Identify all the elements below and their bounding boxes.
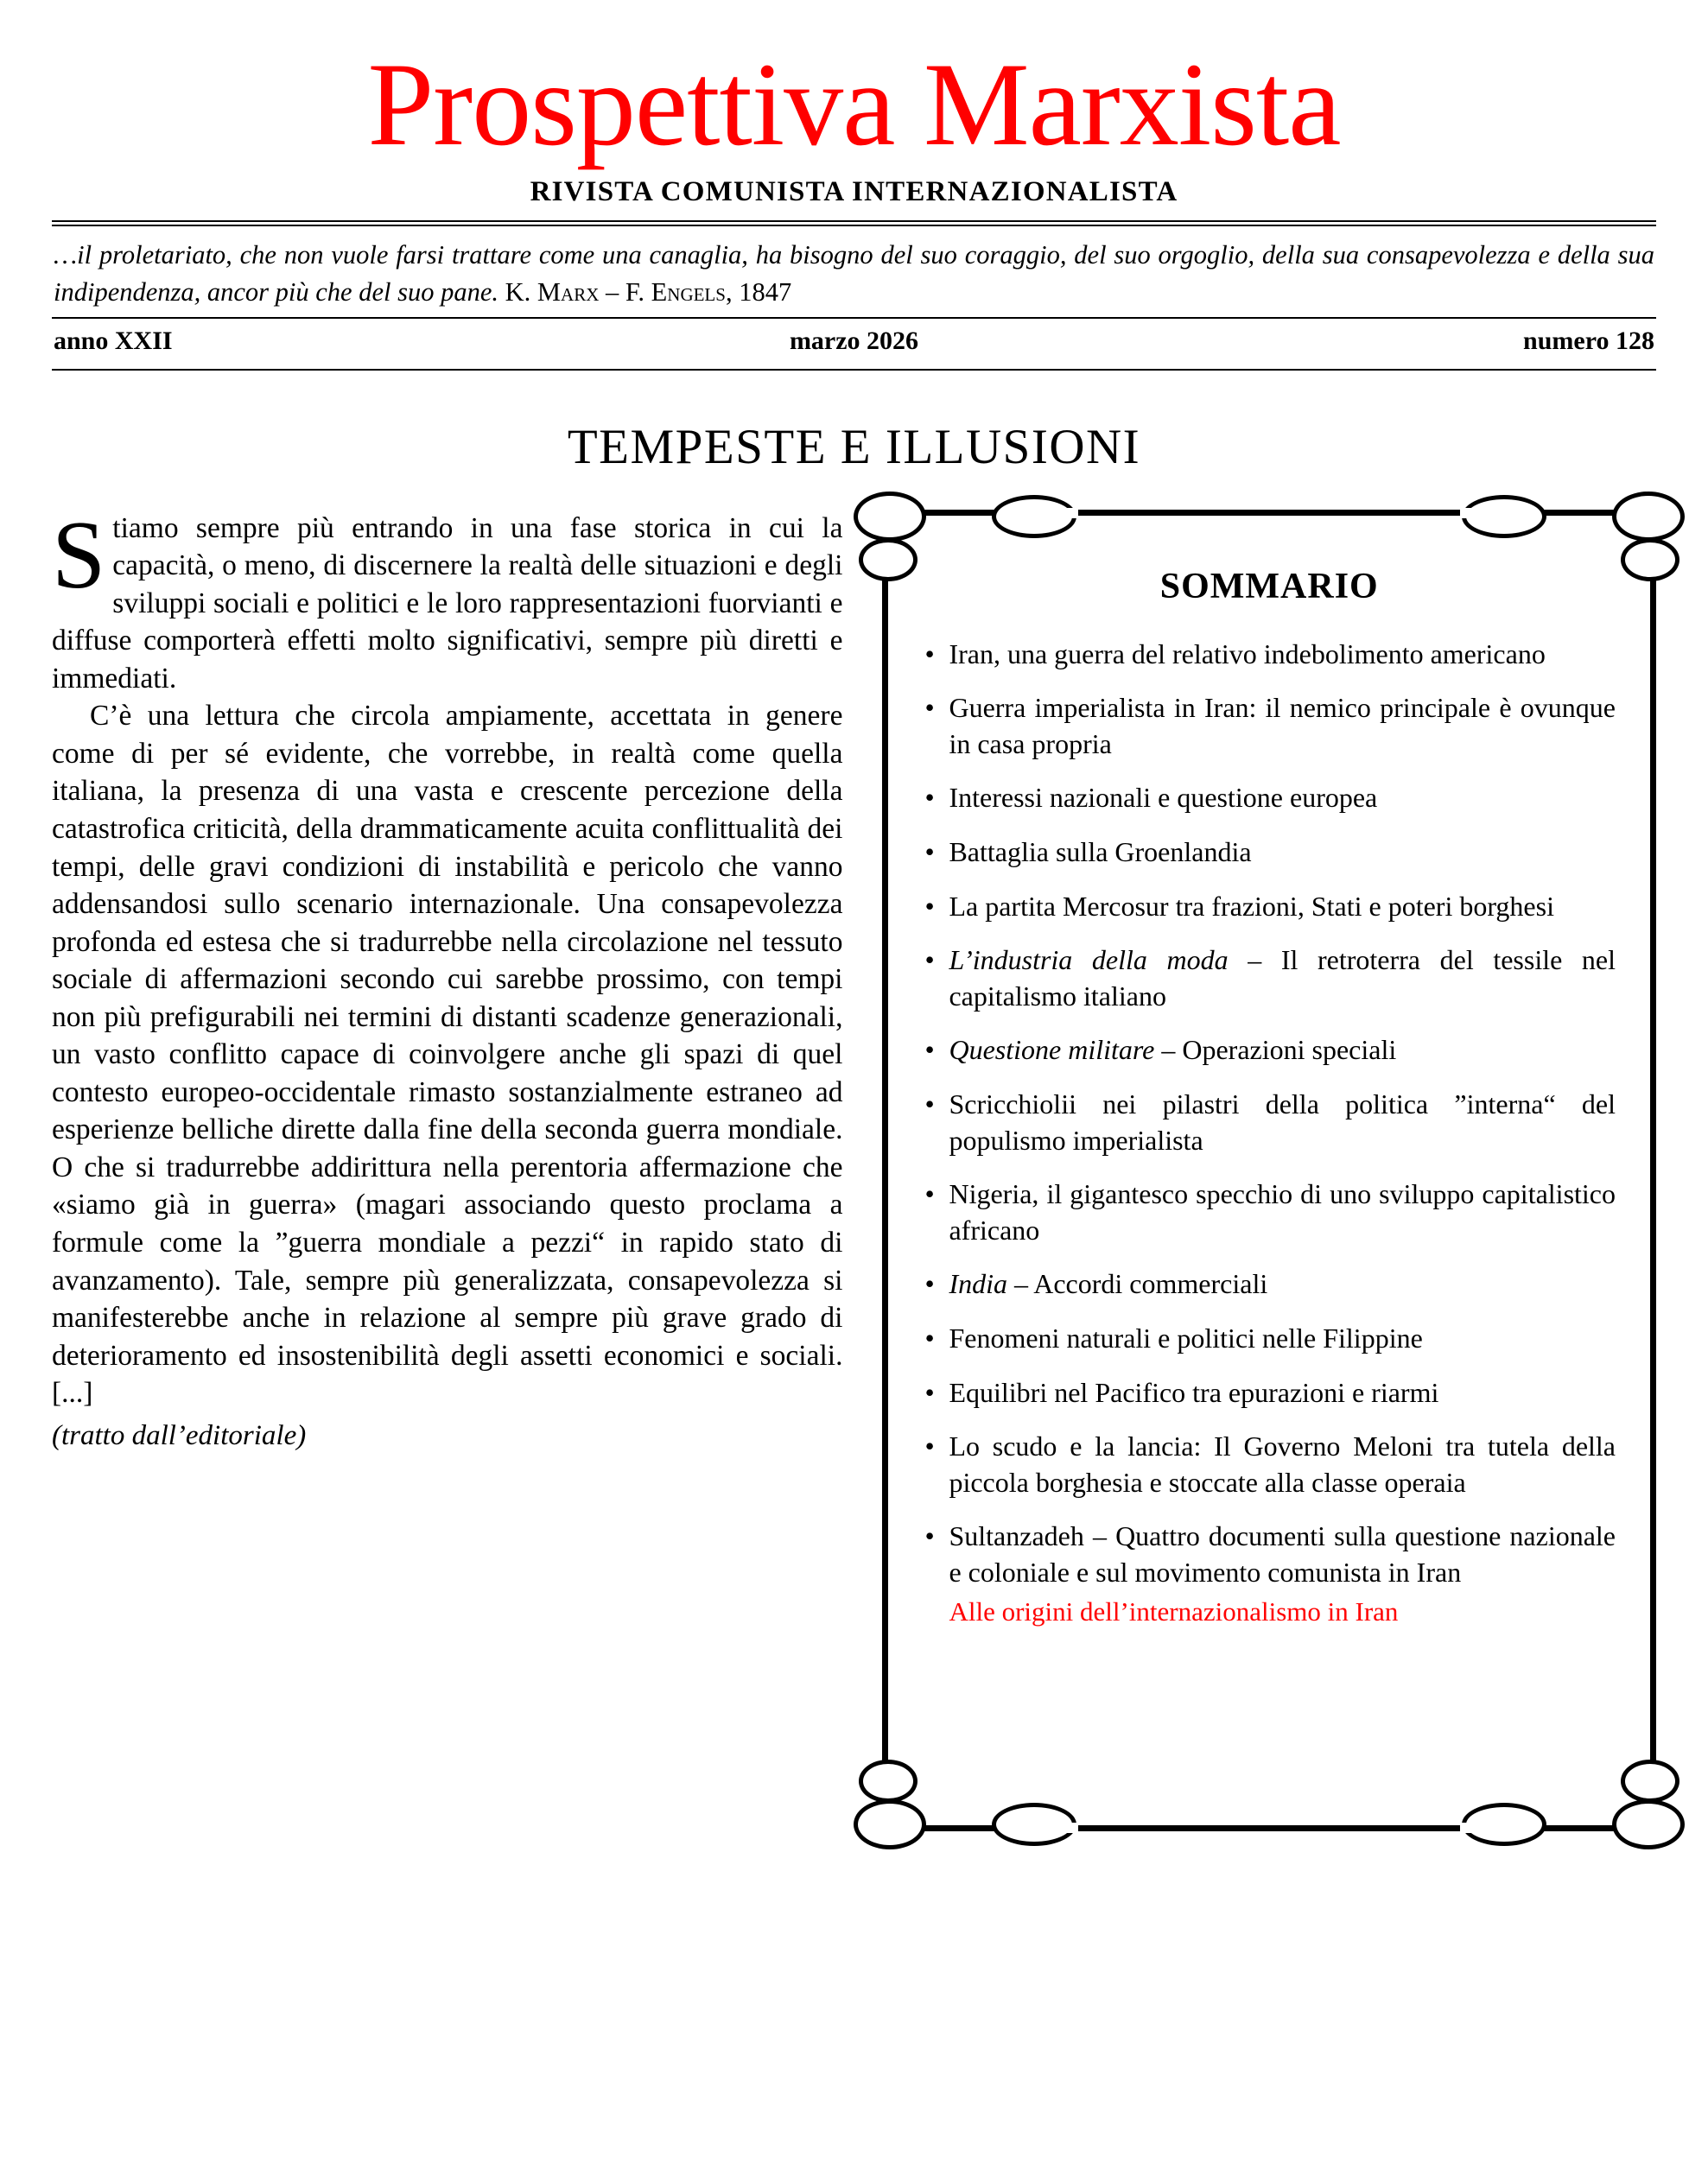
masthead [52, 38, 1656, 208]
sommario-item-label: Scricchiolii nei pilastri della politica ”interna“ del populismo imperialista [949, 1088, 1616, 1156]
ornament-icon [854, 1799, 926, 1849]
bullet-icon: • [924, 1178, 935, 1210]
sommario-title: SOMMARIO [1159, 566, 1379, 606]
content-columns [52, 501, 1656, 1831]
article-title: TEMPESTE E ILLUSIONI [567, 419, 1141, 474]
sommario-item-label: Iran, una guerra del relativo indebolimento americano [949, 637, 1546, 669]
sommario-item-italic-label: Questione militare [949, 1034, 1155, 1066]
sommario-column [882, 510, 1656, 1831]
sommario-item-label: – Accordi commerciali [1007, 1268, 1268, 1300]
sommario-item[interactable] [923, 942, 1616, 1014]
sommario-item-label: Fenomeni naturali e politici nelle Filippine [949, 1322, 1423, 1354]
bullet-icon: • [924, 1322, 935, 1354]
sommario-item[interactable] [923, 1032, 1616, 1069]
sommario-item-label: La partita Mercosur tra frazioni, Stati e poteri borghesi [949, 890, 1554, 922]
bullet-icon: • [924, 637, 935, 669]
bullet-icon: • [924, 1268, 935, 1300]
sommario-item-label: Lo scudo e la lancia: Il Governo Meloni tra tutela della piccola borghesia e stoccate alla classe operaia [949, 1430, 1616, 1498]
sommario-item[interactable] [923, 834, 1616, 871]
sommario-item[interactable] [923, 889, 1616, 925]
sommario-item[interactable] [923, 780, 1616, 816]
bullet-icon: • [924, 944, 935, 976]
sommario-item[interactable] [923, 637, 1616, 673]
bullet-icon: • [924, 1088, 935, 1120]
bullet-icon: • [924, 1520, 935, 1552]
sommario-list [923, 637, 1616, 1591]
sommario-item[interactable] [923, 690, 1616, 762]
bullet-icon: • [924, 890, 935, 922]
sommario-box [882, 510, 1656, 1831]
ornament-icon [1612, 492, 1685, 542]
issue-number: numero 128 [1523, 326, 1654, 355]
editorial-paragraph-1 [52, 501, 843, 698]
sommario-item[interactable] [923, 1375, 1616, 1411]
issue-line [52, 319, 1656, 364]
epigraph [52, 237, 1656, 312]
frame-gap [1026, 508, 1078, 518]
sommario-item-label: Nigeria, il gigantesco specchio di uno sviluppo capitalistico africano [949, 1178, 1616, 1246]
sommario-item[interactable] [923, 1321, 1616, 1357]
sommario-item-label: Guerra imperialista in Iran: il nemico principale è ovunque in casa propria [949, 692, 1616, 759]
bullet-icon: • [924, 835, 935, 867]
sommario-item-italic-label: India [949, 1268, 1007, 1300]
editorial-source-note: (tratto dall’editoriale) [52, 1419, 307, 1451]
sommario-item[interactable] [923, 1429, 1616, 1500]
editorial-paragraph-2: C’è una lettura che circola ampiamente, accettata in genere come di per sé evidente, che vorrebbe, in realtà come quella italiana, la presenza di una vasta e crescente percezione della catastrofica criticità, della drammaticamente acuita conflittualità dei tempi, delle gravi condizioni di instabilità e pericolo che vanno addensandosi sullo scenario internazionale. Una consapevolezza profonda ed estesa che si tradurrebbe nella circolazione nel tessuto sociale di affermazioni secondo cui sarebbe prossimo, con tempi non più prefigurabili nei termini di distanti scadenze generazionali, un vasto conflitto capace di coinvolgere anche gli spazi di quel contesto europeo-occidentale rimasto sostanzialmente estraneo ad esperienze belliche dirette dalla fine della seconda guerra mondiale. O che si tradurrebbe addirittura nella perentoria affermazione che «siamo già in guerra» (magari associando questo proclama a formule come la ”guerra mondiale a pezzi“ in rapido stato di avanzamento). Tale, sempre più generalizzata, consapevolezza si manifesterebbe anche in relazione al sempre più grave grado di deterioramento ed insostenibilità degli assetti economici e sociali. [...] [52, 700, 843, 1410]
publication-title: Prospettiva Marxista [367, 38, 1341, 170]
issue-date: marzo 2026 [789, 326, 919, 355]
ornament-icon [1621, 538, 1679, 581]
divider-top [52, 220, 1656, 226]
bullet-icon: • [924, 782, 935, 814]
frame-gap [1026, 1823, 1078, 1833]
sommario-item-label: Interessi nazionali e questione europea [949, 782, 1378, 814]
sommario-item-label: – Operazioni speciali [1154, 1034, 1397, 1066]
sommario-item[interactable] [923, 1177, 1616, 1248]
ornament-icon [859, 538, 917, 581]
sommario-item-label: Battaglia sulla Groenlandia [949, 835, 1252, 867]
frame-gap [1460, 508, 1512, 518]
publication-subtitle: RIVISTA COMUNISTA INTERNAZIONALISTA [530, 176, 1178, 207]
ornament-icon [854, 492, 926, 542]
sommario-item-label: Equilibri nel Pacifico tra epurazioni e riarmi [949, 1376, 1439, 1408]
editorial-column [52, 501, 843, 1455]
epigraph-authors: K. Marx – F. Engels, 1847 [505, 277, 792, 308]
ornament-icon [1612, 1799, 1685, 1849]
sommario-item[interactable] [923, 1519, 1616, 1590]
bullet-icon: • [924, 1430, 935, 1462]
issue-year: anno XXII [54, 326, 173, 355]
sommario-item-label: Sultanzadeh – Quattro documenti sulla questione nazionale e coloniale e sul movimento comunista in Iran [949, 1520, 1616, 1588]
ornament-icon [1621, 1760, 1679, 1803]
sommario-item-italic-label: L’industria della moda [949, 944, 1229, 976]
editorial-paragraph-1-text: tiamo sempre più entrando in una fase storica in cui la capacità, o meno, di discernere la realtà delle situazioni e degli sviluppi sociali e politici e le loro rappresentazioni fuorvianti e diffuse comporterà effetti molto significativi, sempre più diretti e immediati. [52, 511, 843, 695]
sommario-item[interactable] [923, 1266, 1616, 1303]
bullet-icon: • [924, 1034, 935, 1066]
divider-issue-bottom [52, 369, 1656, 371]
ornament-icon [859, 1760, 917, 1803]
epigraph-text: …il proletariato, che non vuole farsi trattare come una canaglia, ha bisogno del suo coraggio, del suo orgoglio, della sua consapevolezza e della sua indipendenza, ancor più che del suo pane. [54, 240, 1654, 308]
sommario-red-subtitle: Alle origini dell’internazionalismo in Iran [949, 1596, 1399, 1627]
bullet-icon: • [924, 1376, 935, 1408]
sommario-item-label: – Il retroterra del tessile nel capitalismo italiano [949, 944, 1616, 1012]
frame-gap [1460, 1823, 1512, 1833]
bullet-icon: • [924, 692, 935, 724]
drop-cap: S [52, 501, 106, 609]
sommario-item[interactable] [923, 1087, 1616, 1158]
